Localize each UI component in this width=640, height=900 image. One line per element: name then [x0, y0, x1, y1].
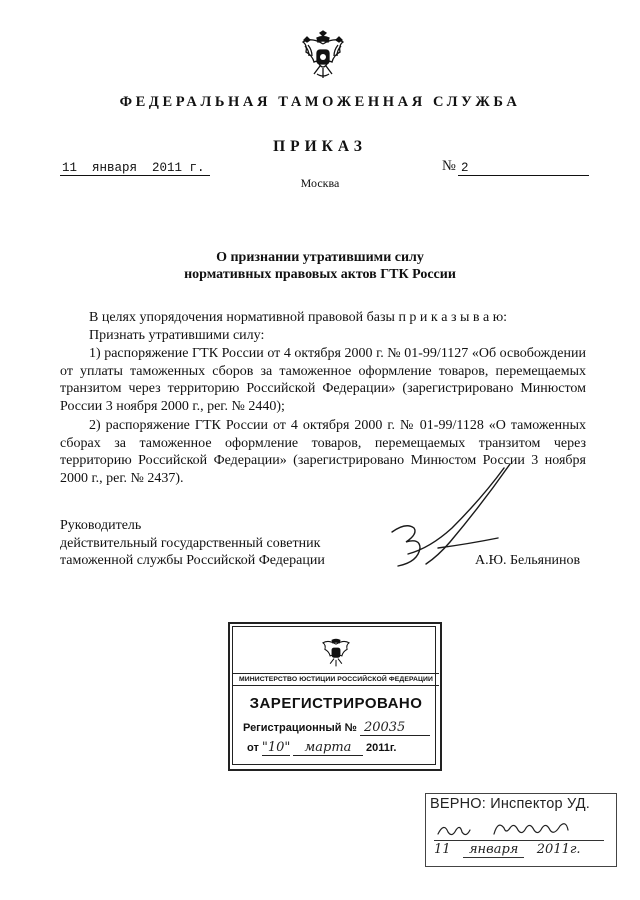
verification-stamp — [425, 793, 617, 867]
double-headed-eagle-icon — [321, 635, 351, 669]
registration-number-label: Регистрационный № — [243, 722, 357, 734]
signer-title-line3: таможенной службы Российской Федерации — [60, 553, 325, 569]
order-number-label: № — [442, 158, 456, 174]
order-heading-line1: О признании утратившими силу — [216, 250, 424, 265]
order-title: ПРИКАЗ — [273, 138, 367, 155]
registration-date-year: 2011г. — [366, 742, 397, 754]
body-paragraph-purpose: В целях упорядочения нормативной правовой базы п р и к а з ы в а ю: — [89, 310, 508, 325]
body-paragraph-item-1: 1) распоряжение ГТК России от 4 октября 2000 г. № 01-99/1127 «Об освобождении от уплаты таможенных сборов за таможенное оформление товаров, перемещаемых транзитом через территорию Российской Федерации» (зарегистрировано Минюстом России 3 ноября 2000 г., рег. № 2440); — [60, 346, 586, 414]
handwritten-signature — [360, 462, 560, 582]
body-paragraph-revoke: Признать утратившими силу: — [89, 328, 265, 343]
registration-number: 20035 — [360, 720, 430, 736]
order-date: 11 января 2011 г. — [60, 161, 210, 176]
registration-stamp — [228, 622, 442, 771]
verification-label: ВЕРНО: Инспектор УД. — [430, 796, 590, 812]
verification-date-day: 11 — [434, 842, 451, 857]
ministry-name: МИНИСТЕРСТВО ЮСТИЦИИ РОССИЙСКОЙ ФЕДЕРАЦИИ — [233, 673, 439, 686]
signer-title-line1: Руководитель — [60, 518, 142, 533]
order-city: Москва — [300, 176, 340, 190]
inspector-signature — [434, 820, 604, 841]
verification-date-year: 2011г. — [536, 842, 581, 857]
order-heading-line2: нормативных правовых актов ГТК России — [184, 267, 456, 282]
registration-stamp-frame — [232, 626, 436, 765]
registration-date-prefix: от — [247, 742, 259, 754]
registered-label: ЗАРЕГИСТРИРОВАНО — [249, 695, 423, 712]
registration-date-month: марта — [293, 740, 363, 756]
signer-title-line2: действительный государственный советник — [60, 535, 321, 551]
verification-date — [434, 842, 581, 857]
order-number: 2 — [458, 161, 589, 176]
verification-date-month: января — [463, 842, 524, 858]
registration-number-row — [243, 720, 430, 736]
agency-name: ФЕДЕРАЛЬНАЯ ТАМОЖЕННАЯ СЛУЖБА — [119, 94, 521, 110]
signer-block — [60, 517, 325, 570]
signer-name: А.Ю. Бельянинов — [475, 553, 581, 568]
registration-date-row — [247, 740, 396, 756]
double-headed-eagle-icon — [300, 30, 346, 82]
body-paragraph-item-2: 2) распоряжение ГТК России от 4 октября 2000 г. № 01-99/1128 «О таможенных сборах за таможенное оформление товаров, перемещаемых транзитом через территорию Российской Федерации» (зарегистрировано Минюстом России 3 ноября 2000 г., рег. № 2437). — [60, 418, 586, 486]
registration-date-day: "10" — [261, 740, 291, 755]
